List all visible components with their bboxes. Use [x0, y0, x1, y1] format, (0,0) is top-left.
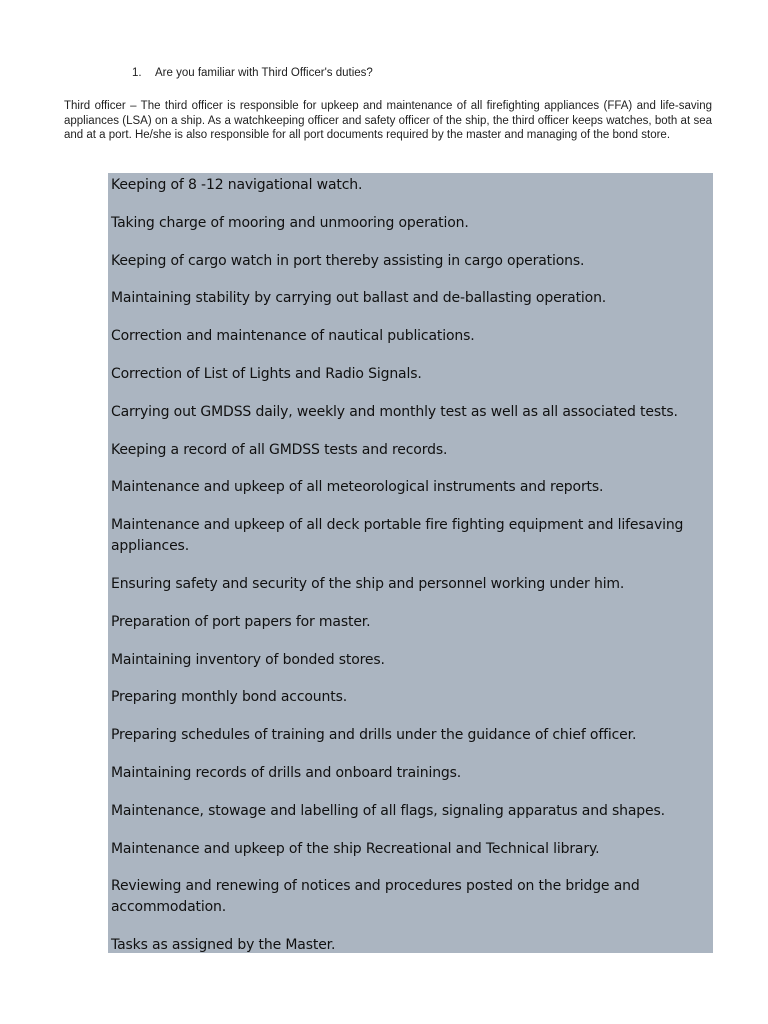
question-text: Are you familiar with Third Officer's duties? [155, 67, 373, 79]
duty-item: Carrying out GMDSS daily, weekly and monthly test as well as all associated tests. [111, 403, 678, 420]
duty-item: Maintenance, stowage and labelling of all flags, signaling apparatus and shapes. [111, 802, 665, 819]
duty-item: Preparation of port papers for master. [111, 613, 371, 630]
question-heading [132, 67, 373, 79]
duty-item: Maintenance and upkeep of all meteorological instruments and reports. [111, 479, 604, 496]
duty-item: Correction of List of Lights and Radio Signals. [111, 365, 422, 382]
duty-item: Maintaining inventory of bonded stores. [111, 651, 385, 668]
intro-paragraph: Third officer – The third officer is responsible for upkeep and maintenance of all firefighting appliances (FFA) and life-saving appliances (LSA) on a ship. As a watchkeeping officer and safety officer of the ship, the third officer keeps watches, both at sea and at a port. He/she is also responsible for all port documents required by the master and managing of the bond store. [64, 100, 712, 141]
duty-item: Reviewing and renewing of notices and procedures posted on the bridge and accommodation. [111, 878, 640, 916]
duty-item: Maintaining records of drills and onboard trainings. [111, 764, 462, 781]
duty-item: Tasks as assigned by the Master. [111, 937, 336, 954]
duty-item: Taking charge of mooring and unmooring operation. [111, 214, 469, 231]
duty-item: Preparing monthly bond accounts. [111, 689, 348, 706]
duty-item: Keeping of 8 -12 navigational watch. [111, 177, 363, 193]
question-number: 1. [132, 67, 142, 79]
duty-item: Maintenance and upkeep of all deck portable fire fighting equipment and lifesaving appliances. [111, 517, 684, 555]
duty-item: Keeping of cargo watch in port thereby assisting in cargo operations. [111, 252, 585, 269]
duty-item: Preparing schedules of training and drills under the guidance of chief officer. [111, 727, 637, 744]
duty-item: Correction and maintenance of nautical publications. [111, 328, 475, 345]
duty-item: Maintaining stability by carrying out ballast and de-ballasting operation. [111, 290, 607, 307]
duty-item: Ensuring safety and security of the ship and personnel working under him. [111, 575, 625, 592]
duties-list [108, 173, 713, 953]
duty-item: Keeping a record of all GMDSS tests and records. [111, 441, 448, 458]
duty-item: Maintenance and upkeep of the ship Recreational and Technical library. [111, 840, 600, 857]
